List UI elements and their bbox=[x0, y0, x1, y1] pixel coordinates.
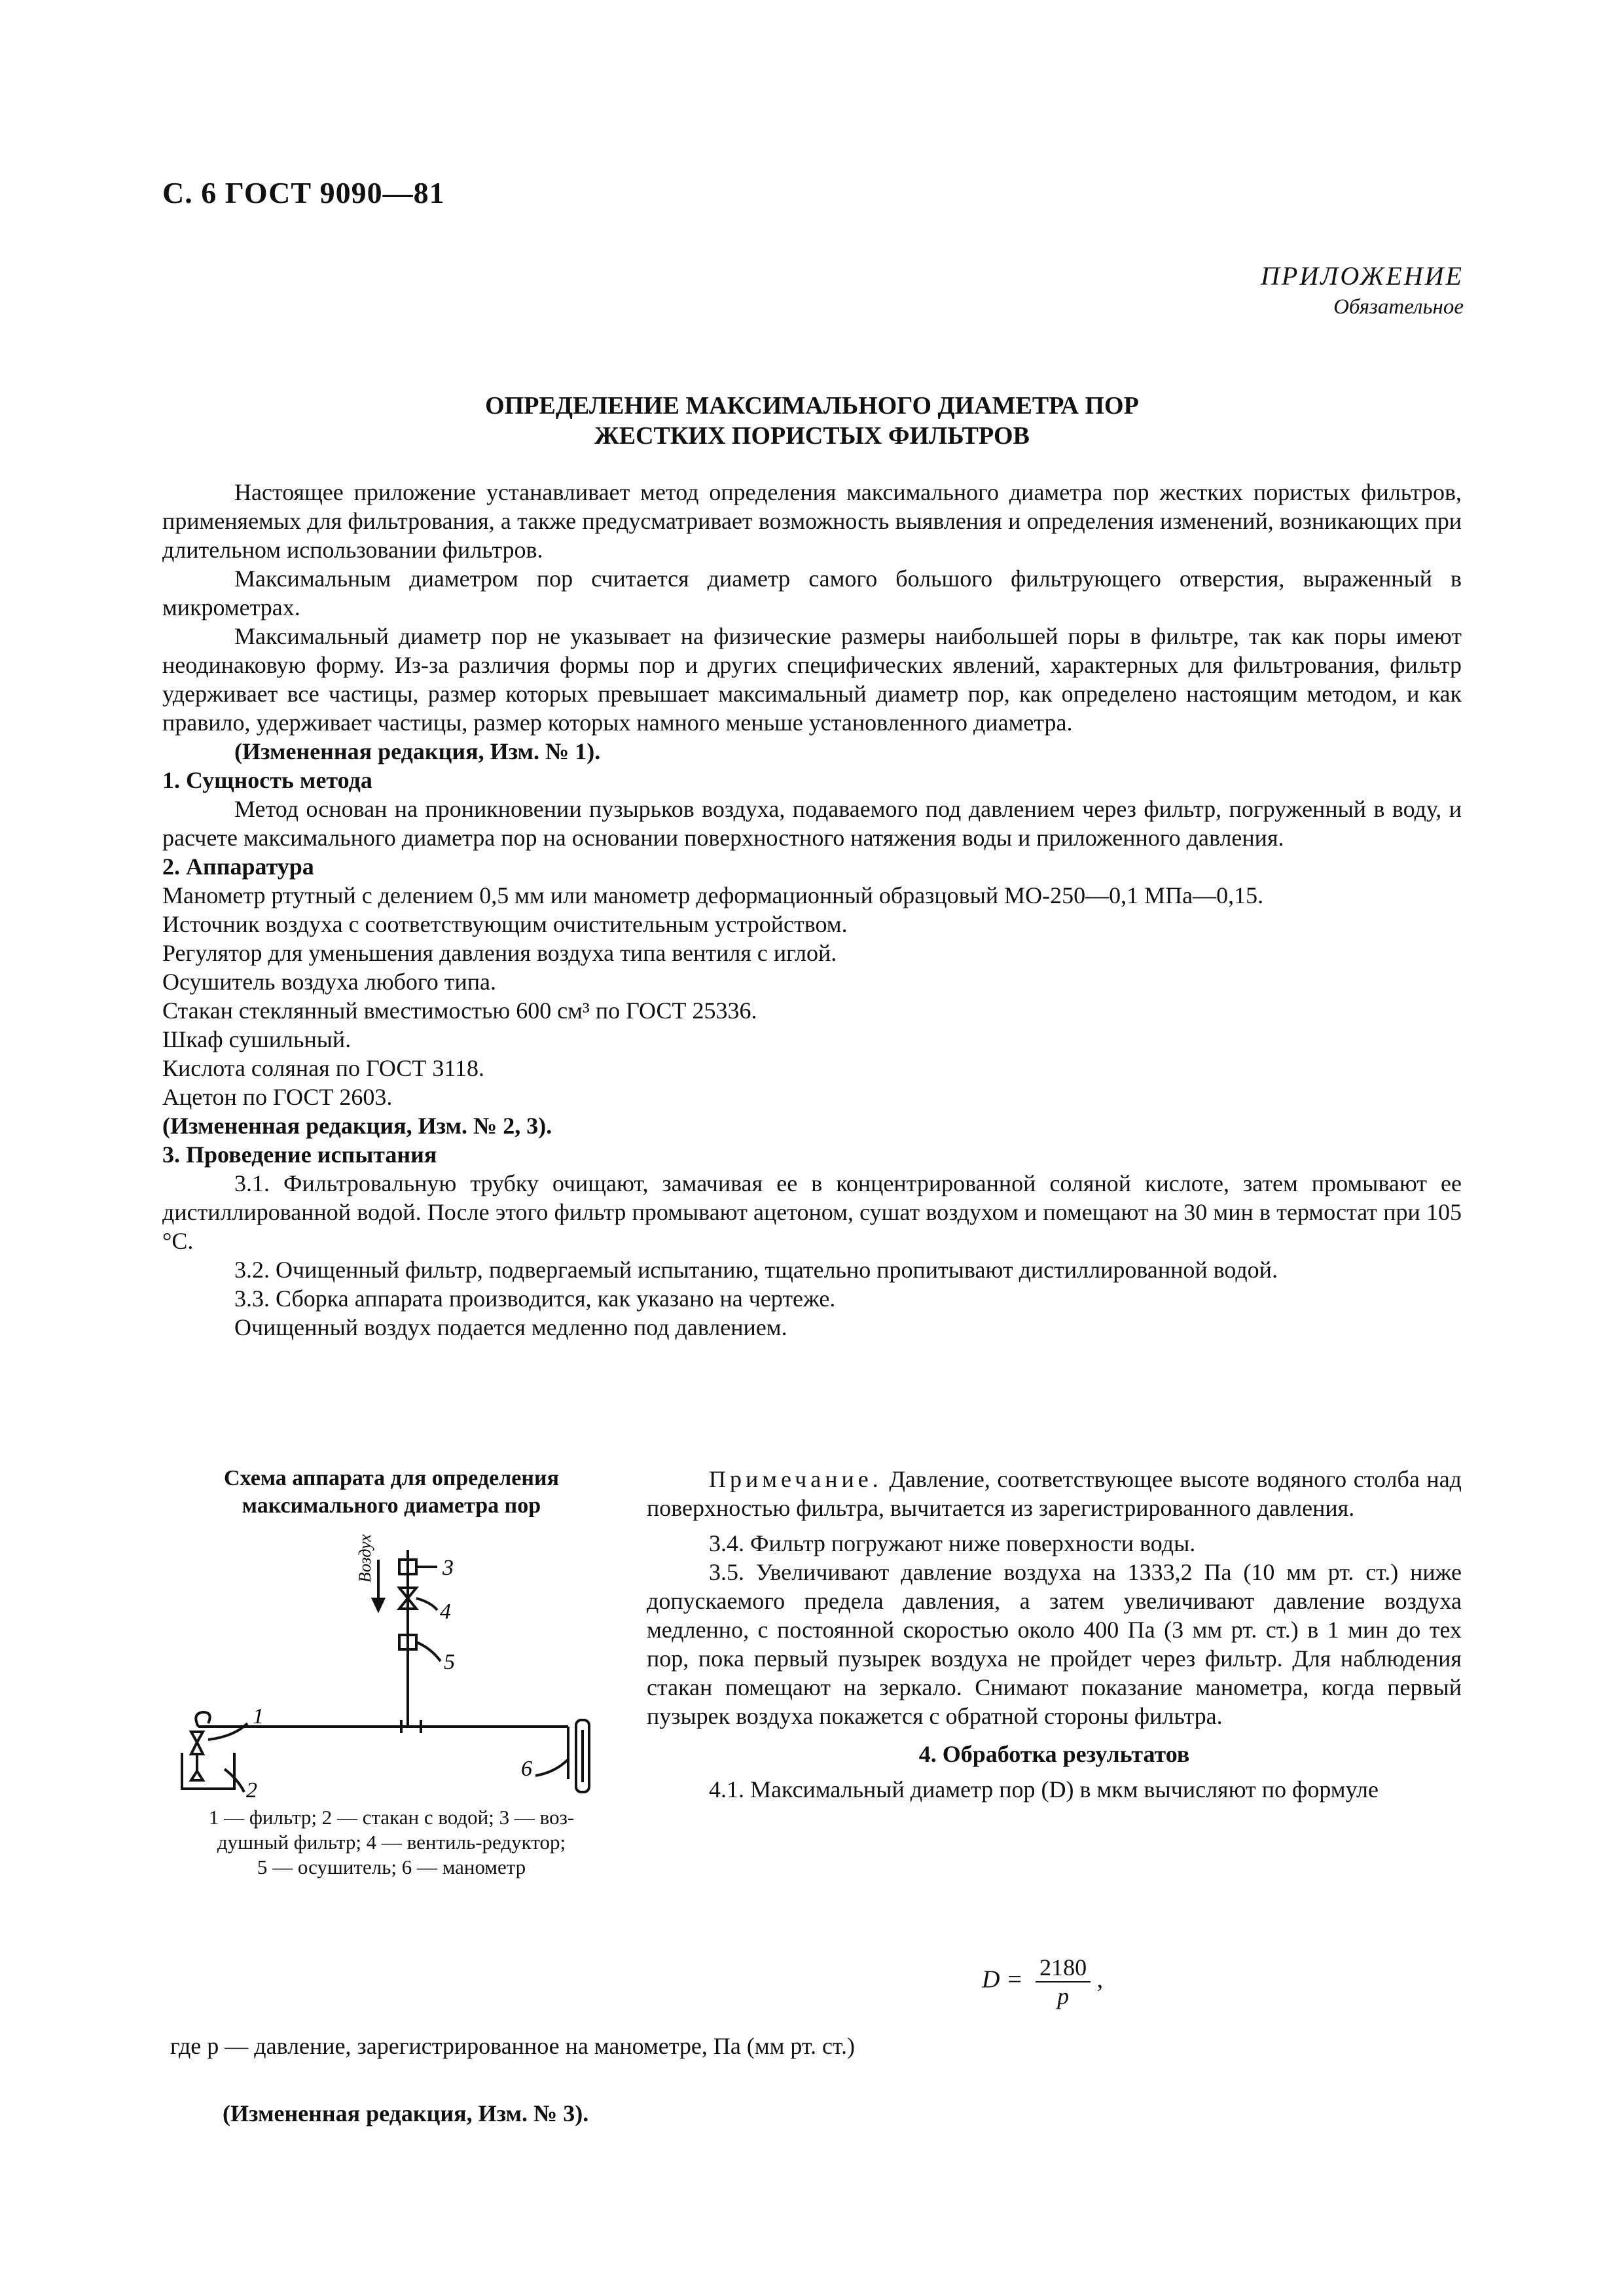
equipment-item: Источник воздуха с соответствующим очистительным устройством. bbox=[162, 911, 848, 937]
filter-shape bbox=[196, 1712, 209, 1727]
section-1-paragraph: Метод основан на проникновении пузырьков воздуха, подаваемого под давлением через фильтр, погруженный в воду, и расчете максимального диаметра пор на основании поверхностного натяжения воды и приложенного давления. bbox=[162, 796, 1462, 851]
note-paragraph bbox=[647, 1465, 1462, 1522]
formula-denominator: p bbox=[1057, 1983, 1070, 2009]
formula-explanation: где p — давление, зарегистрированное на манометре, Па (мм рт. ст.) bbox=[170, 2033, 855, 2059]
diagram-label-4: 4 bbox=[440, 1600, 451, 1624]
document-body bbox=[162, 478, 1462, 1342]
section-3-paragraph-6: 3.5. Увеличивают давление воздуха на 1333,2 Па (10 мм рт. ст.) ниже допускаемого предела давления, а затем увеличивают давление воздуха медленно, с постоянной скоростью около 400 Па (3 мм рт. ст.) в 1 мин до тех пор, пока первый пузырек воздуха не пройдет через фильтр. Для наблюдения стакан помещают на зеркало. Снимают показание манометра, когда первый пузырек воздуха покажется с обратной стороны фильтра. bbox=[647, 1559, 1462, 1729]
section-4-heading: 4. Обработка результатов bbox=[918, 1741, 1190, 1767]
document-title-line-2: ЖЕСТКИХ ПОРИСТЫХ ФИЛЬТРОВ bbox=[594, 422, 1030, 450]
figure-title-line-1: Схема аппарата для определения bbox=[224, 1466, 559, 1490]
document-title bbox=[162, 391, 1462, 451]
note-text: Давление, соответствующее высоте водяного столба над поверхностью фильтра, вычитается из зарегистрированного давления. bbox=[647, 1466, 1462, 1521]
diagram-label-1: 1 bbox=[253, 1704, 264, 1729]
equipment-list bbox=[162, 881, 1462, 1140]
apparatus-figure bbox=[162, 1465, 621, 1880]
diagram-label-3: 3 bbox=[442, 1556, 454, 1580]
formula-fraction bbox=[1036, 1954, 1091, 2010]
appendix-type: Обязательное bbox=[1333, 295, 1464, 319]
section-3-paragraph-1: 3.1. Фильтровальную трубку очищают, замачивая ее в концентрированной соляной кислоте, затем промывают ее дистиллированной водой. После этого фильтр промывают ацетоном, сушат воздухом и помещают на 30 мин в термостат при 105 °С. bbox=[162, 1170, 1462, 1254]
right-column bbox=[647, 1465, 1462, 1804]
air-label: Воздух bbox=[355, 1534, 374, 1583]
diagram-label-2: 2 bbox=[246, 1778, 257, 1799]
section-3-heading: 3. Проведение испытания bbox=[162, 1141, 437, 1168]
appendix-label bbox=[1202, 260, 1464, 319]
section-3-paragraph-4: Очищенный воздух подается медленно под давлением. bbox=[234, 1314, 787, 1340]
figure-caption-line-2: душный фильтр; 4 — вентиль-редуктор; bbox=[217, 1831, 566, 1854]
equipment-item: Регулятор для уменьшения давления воздуха типа вентиля с иглой. bbox=[162, 940, 837, 966]
apparatus-diagram bbox=[162, 1524, 621, 1799]
equipment-item: Стакан стеклянный вместимостью 600 см³ по ГОСТ 25336. bbox=[162, 997, 757, 1024]
figure-title-line-2: максимального диаметра пор bbox=[242, 1494, 541, 1518]
section-2-amendment: (Измененная редакция, Изм. № 2, 3). bbox=[162, 1113, 552, 1139]
equipment-item: Шкаф сушильный. bbox=[162, 1026, 352, 1052]
intro-paragraph-2: Максимальным диаметром пор считается диаметр самого большого фильтрующего отверстия, выраженный в микрометрах. bbox=[162, 565, 1462, 620]
appendix-title: ПРИЛОЖЕНИЕ bbox=[1261, 261, 1464, 291]
formula-lhs: D = bbox=[982, 1965, 1023, 1994]
page-header: С. 6 ГОСТ 9090—81 bbox=[162, 176, 445, 209]
section-4-amendment: (Измененная редакция, Изм. № 3). bbox=[223, 2100, 589, 2126]
figure-caption-line-1: 1 — фильтр; 2 — стакан с водой; 3 — воз- bbox=[208, 1806, 575, 1829]
figure-caption bbox=[162, 1805, 621, 1880]
equipment-item: Осушитель воздуха любого типа. bbox=[162, 969, 497, 995]
section-2-heading: 2. Аппаратура bbox=[162, 853, 314, 880]
equipment-item: Ацетон по ГОСТ 2603. bbox=[162, 1084, 393, 1110]
section-3-paragraph-3: 3.3. Сборка аппарата производится, как указано на чертеже. bbox=[234, 1285, 836, 1312]
intro-paragraph-1: Настоящее приложение устанавливает метод определения максимального диаметра пор жестких пористых фильтров, применяемых для фильтрования, а также предусматривает возможность выявления и определения изменений, возникающих при длительном использовании фильтров. bbox=[162, 479, 1462, 563]
formula-numerator: 2180 bbox=[1036, 1954, 1091, 1982]
intro-amendment: (Измененная редакция, Изм. № 1). bbox=[234, 738, 601, 764]
equipment-item: Манометр ртутный с делением 0,5 мм или манометр деформационный образцовый МО-250—0,1 МПа—0,15. bbox=[162, 882, 1264, 908]
diagram-label-6: 6 bbox=[521, 1757, 532, 1781]
section-3-paragraph-2: 3.2. Очищенный фильтр, подвергаемый испытанию, тщательно пропитывают дистиллированной водой. bbox=[234, 1257, 1278, 1283]
diameter-formula bbox=[982, 1954, 1103, 2010]
section-4-paragraph-1: 4.1. Максимальный диаметр пор (D) в мкм вычисляют по формуле bbox=[709, 1776, 1379, 1803]
section-3-paragraph-5: 3.4. Фильтр погружают ниже поверхности воды. bbox=[709, 1530, 1196, 1556]
note-label: Примечание. bbox=[709, 1466, 882, 1492]
figure-title bbox=[162, 1465, 621, 1520]
section-1-heading: 1. Сущность метода bbox=[162, 767, 372, 793]
figure-caption-line-3: 5 — осушитель; 6 — манометр bbox=[257, 1856, 526, 1878]
intro-paragraph-3: Максимальный диаметр пор не указывает на физические размеры наибольшей поры в фильтре, так как поры имеют неодинаковую форму. Из-за различия формы пор и других специфических явлений, характерных для фильтрования, фильтр удерживает все частицы, размер которых превышает максимальный диаметр пор, как определено настоящим методом, и как правило, удерживает частицы, размер которых намного меньше установленного диаметра. bbox=[162, 623, 1462, 736]
diagram-label-5: 5 bbox=[444, 1650, 455, 1674]
equipment-item: Кислота соляная по ГОСТ 3118. bbox=[162, 1055, 485, 1081]
formula-tail: , bbox=[1096, 1965, 1104, 1994]
document-title-line-1: ОПРЕДЕЛЕНИЕ МАКСИМАЛЬНОГО ДИАМЕТРА ПОР bbox=[485, 392, 1139, 420]
